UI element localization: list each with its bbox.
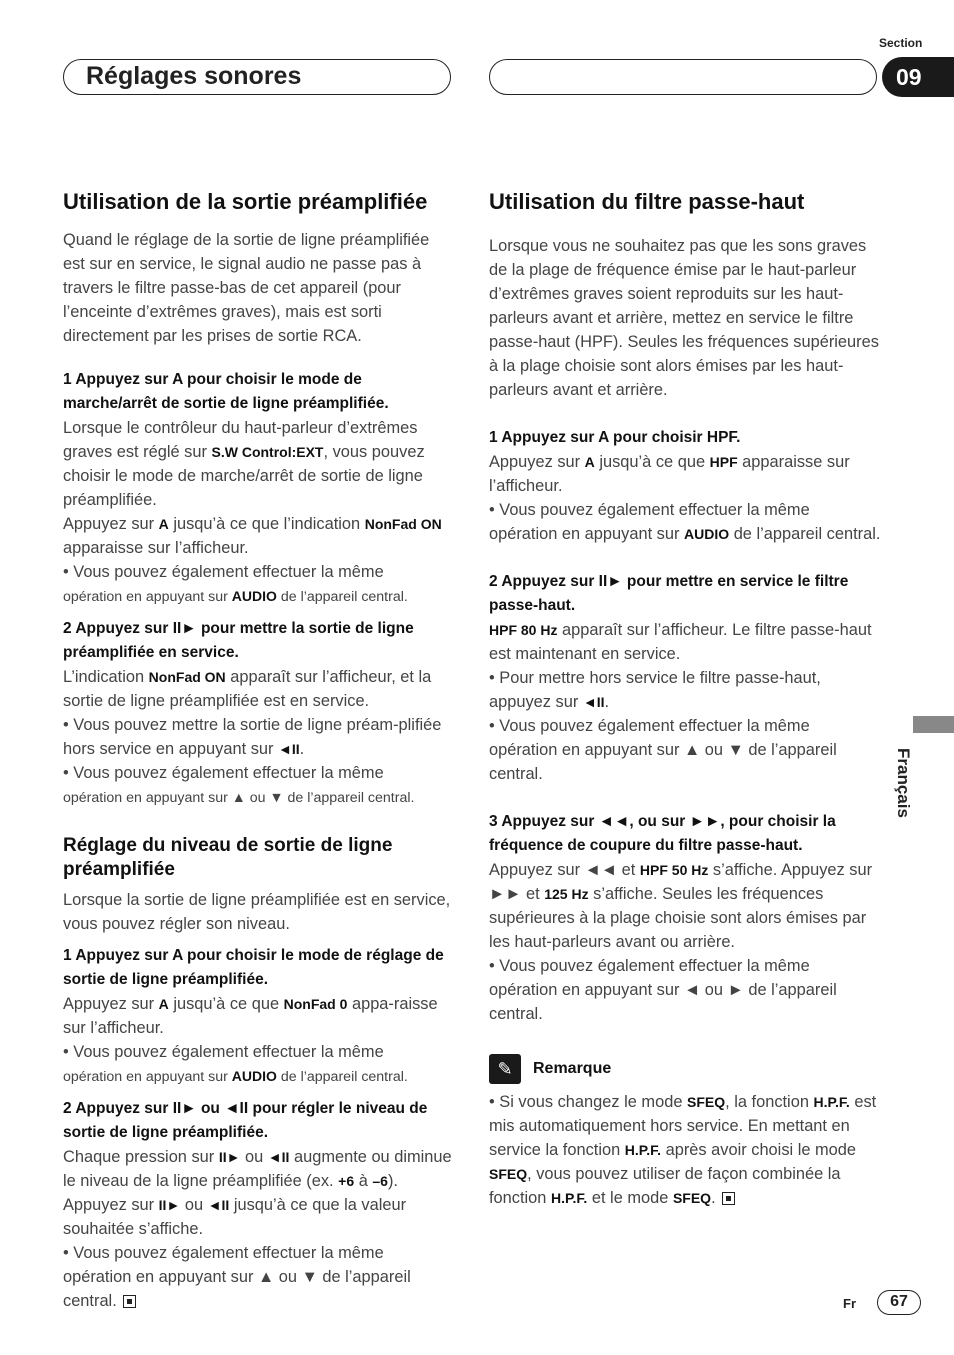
right-step-2-text: HPF 80 Hz apparaît sur l’afficheur. Le filtre passe-haut est maintenant en service. — [489, 621, 872, 663]
left-sub-step-1-text: Appuyez sur A jusqu’à ce que NonFad 0 appa-raisse sur l’afficheur. — [63, 995, 438, 1037]
left-heading: Utilisation de la sortie préamplifiée — [63, 189, 428, 214]
header-blank-frame — [489, 59, 877, 95]
left-step-1-text2: Appuyez sur A jusqu’à ce que l’indication NonFad ON apparaisse sur l’afficheur. — [63, 515, 442, 557]
section-label: Section — [879, 36, 923, 50]
left-sub-step-2-bullet: • Vous pouvez également effectuer la même opération en appuyant sur ▲ ou ▼ de l’appareil central. — [63, 1244, 411, 1310]
right-intro: Lorsque vous ne souhaitez pas que les sons graves de la plage de fréquence émise par le haut-parleur d’extrêmes graves soient reproduits sur les haut-parleurs avant et arrière, mettez en service le filtre passe-haut (HPF). Seules les fréquences supérieures à la plage choisie sont alors émises par les haut-parleurs avant et arrière. — [489, 237, 879, 399]
remark-header — [489, 1054, 881, 1084]
footer-lang-code: Fr — [843, 1296, 856, 1311]
left-step-1-bullet: • Vous pouvez également effectuer la même opération en appuyant sur AUDIO de l’appareil central. — [63, 563, 408, 605]
language-label: Français — [894, 748, 913, 818]
right-step-1: 1 Appuyez sur A pour choisir HPF. — [489, 429, 741, 446]
page-title: Réglages sonores — [86, 62, 302, 90]
language-tab — [913, 716, 954, 733]
right-step-2-bullet-1: • Pour mettre hors service le filtre passe-haut, appuyez sur ◄II. — [489, 669, 821, 711]
page-number: 67 — [877, 1290, 921, 1315]
left-step-2-bullet-1: • Vous pouvez mettre la sortie de ligne préam-plifiée hors service en appuyant sur ◄II. — [63, 716, 442, 758]
right-step-2-bullet-2: • Vous pouvez également effectuer la même opération en appuyant sur ▲ ou ▼ de l’appareil central. — [489, 717, 837, 783]
end-mark-icon — [123, 1295, 136, 1308]
left-column — [63, 188, 455, 1313]
left-step-1: 1 Appuyez sur A pour choisir le mode de marche/arrêt de sortie de ligne préamplifiée. — [63, 371, 389, 412]
left-intro: Quand le réglage de la sortie de ligne préamplifiée est sur en service, le signal audio ne passe pas à travers le filtre passe-bas de cet appareil (pour l’enceinte d’extrêmes graves), mais est sorti directement par les prises de sortie RCA. — [63, 231, 430, 345]
section-number-badge: 09 — [882, 57, 954, 97]
left-step-1-text: Lorsque le contrôleur du haut-parleur d’extrêmes graves est réglé sur S.W Control:EXT, vous pouvez choisir le mode de marche/arrêt de sortie de ligne préamplifiée. — [63, 419, 425, 509]
left-sub-step-1-bullet: • Vous pouvez également effectuer la même opération en appuyant sur AUDIO de l’appareil central. — [63, 1043, 408, 1085]
left-step-2-bullet-2: • Vous pouvez également effectuer la même opération en appuyant sur ▲ ou ▼ de l’appareil central. — [63, 764, 415, 806]
right-step-1-text: Appuyez sur A jusqu’à ce que HPF apparaisse sur l’afficheur. — [489, 453, 850, 495]
right-step-2: 2 Appuyez sur II► pour mettre en service le filtre passe-haut. — [489, 573, 849, 614]
right-step-3-text: Appuyez sur ◄◄ et HPF 50 Hz s’affiche. Appuyez sur ►► et 125 Hz s’affiche. Seules les fréquences supérieures à la plage choisie sont alors émises par les haut-parleurs avant ou arrière. — [489, 861, 873, 951]
right-heading: Utilisation du filtre passe-haut — [489, 189, 805, 214]
left-sub-step-2-text2: Appuyez sur II► ou ◄II jusqu’à ce que la valeur souhaitée s’affiche. — [63, 1196, 407, 1238]
left-sub-intro: Lorsque la sortie de ligne préamplifiée est en service, vous pouvez régler son niveau. — [63, 891, 451, 933]
right-step-3-bullet: • Vous pouvez également effectuer la même opération en appuyant sur ◄ ou ► de l’appareil central. — [489, 957, 837, 1023]
right-step-1-bullet: • Vous pouvez également effectuer la même opération en appuyant sur AUDIO de l’appareil central. — [489, 501, 881, 543]
end-mark-icon — [722, 1192, 735, 1205]
remark-text: • Si vous changez le mode SFEQ, la fonction H.P.F. est mis automatiquement hors service. En mettant en service la fonction H.P.F. après avoir choisi le mode SFEQ, vous pouvez utiliser de façon combinée la fonction H.P.F. et le mode SFEQ. — [489, 1093, 877, 1207]
right-column — [489, 188, 881, 1210]
left-sub-step-1: 1 Appuyez sur A pour choisir le mode de réglage de sortie de ligne préamplifiée. — [63, 947, 444, 988]
note-pencil-icon: ✎ — [489, 1054, 521, 1084]
left-sub-step-2: 2 Appuyez sur II► ou ◄II pour régler le niveau de sortie de ligne préamplifiée. — [63, 1100, 428, 1141]
left-step-2: 2 Appuyez sur II► pour mettre la sortie de ligne préamplifiée en service. — [63, 620, 414, 661]
right-step-3: 3 Appuyez sur ◄◄, ou sur ►►, pour choisir la fréquence de coupure du filtre passe-haut. — [489, 813, 836, 854]
left-step-2-text: L’indication NonFad ON apparaît sur l’afficheur, et la sortie de ligne préamplifiée est en service. — [63, 668, 432, 710]
remark-label: Remarque — [533, 1060, 612, 1077]
left-subheading: Réglage du niveau de sortie de ligne préamplifiée — [63, 835, 393, 880]
left-sub-step-2-text: Chaque pression sur II► ou ◄II augmente ou diminue le niveau de la ligne préamplifiée (ex. +6 à –6). — [63, 1148, 452, 1190]
